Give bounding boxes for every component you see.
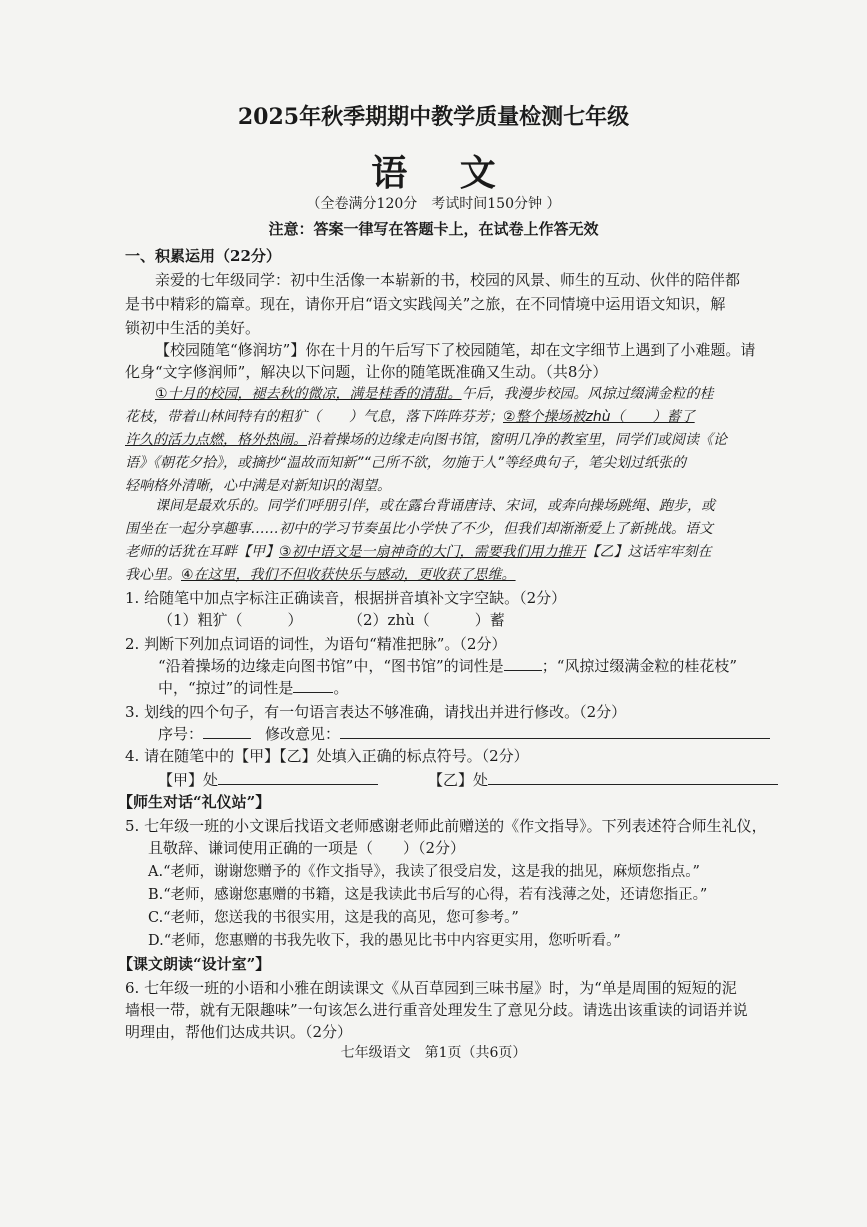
- essay-line: [125, 565, 516, 585]
- option-a: A.“老师，谢谢您赠予的《作文指导》，我读了很受启发，这是我的拙见，麻烦您指点。”: [148, 864, 700, 880]
- question-3-stem: 3. 划线的四个句子，有一句语言表达不够准确，请找出并进行修改。（2分）: [125, 703, 627, 721]
- answer-blank[interactable]: [504, 656, 542, 671]
- underlined-sentence-3: ③初中语文是一扇神奇的大门，需要我们用力推开: [279, 544, 586, 560]
- q2-text: 中，“掠过”的词性是: [158, 679, 294, 697]
- question-2-stem: 2. 判断下列加点词语的词性，为语句“精准把脉”。（2分）: [125, 635, 507, 653]
- exam-title: 2025年秋季期期中教学质量检测七年级: [237, 104, 630, 130]
- task-heading: 【师生对话“礼仪站”】: [118, 793, 271, 811]
- intro-line: 锁初中生活的美好。: [125, 319, 261, 337]
- q2-text: “沿着操场的边缘走向图书馆”中，“图书馆”的词性是: [158, 657, 504, 675]
- question-6-line: 墙根一带，就有无限趣味”一句该怎么进行重音处理发生了意见分歧。请选出该重读的词语并说: [125, 1001, 748, 1019]
- essay-line: 课间是最欢乐的。同学们呼朋引伴，或在露台背诵唐诗、宋词，或奔向操场跳绳、跑步，或: [155, 498, 715, 514]
- essay-line: [125, 430, 727, 450]
- essay-text: 花枝，带着山林间特有的粗犷（ ）气息，落下阵阵芬芳；: [125, 409, 503, 425]
- essay-line: [155, 384, 714, 404]
- q2-text: 。: [333, 679, 349, 697]
- essay-text: 【乙】这话牢牢刻在: [585, 544, 712, 560]
- question-6-line: 明理由，帮他们达成共识。（2分）: [125, 1023, 353, 1041]
- answer-blank[interactable]: [340, 724, 770, 739]
- q1-part-b: （2）zhù（ ）蓄: [348, 611, 505, 629]
- option-b: B.“老师，感谢您惠赠的书籍，这是我读此书后写的心得，若有浅薄之处，还请您指正。”: [148, 887, 708, 903]
- essay-text: 午后，我漫步校园。风掠过缀满金粒的桂: [461, 386, 714, 402]
- q2-line: [158, 656, 737, 676]
- q4-line: [158, 770, 778, 790]
- essay-text: 我心里。: [125, 567, 181, 583]
- option-d: D.“老师，您惠赠的书我先收下，我的愚见比书中内容更实用，您听听看。”: [148, 933, 621, 949]
- q1-part-a: （1）粗犷（ ）: [158, 611, 303, 629]
- task-intro-line: 【校园随笔“修润坊”】你在十月的午后写下了校园随笔，却在文字细节上遇到了小难题。请: [155, 341, 756, 359]
- q4-label: 【甲】处: [158, 771, 219, 789]
- essay-line: [125, 407, 695, 427]
- q4-label: 【乙】处: [428, 771, 489, 789]
- question-1-stem: 1. 给随笔中加点字标注正确读音，根据拼音填补文字空缺。（2分）: [125, 589, 567, 607]
- underlined-sentence-1: ①十月的校园，褪去秋的微凉，满是桂香的清甜。: [155, 386, 462, 402]
- underlined-sentence-4: ④在这里，我们不但收获快乐与感动，更收获了思维。: [181, 567, 516, 583]
- underlined-sentence-2: ②整个操场被zhù（ ）蓄了: [503, 409, 695, 425]
- essay-text: 沿着操场的边缘走向图书馆，窗明几净的教室里，同学们或阅读《论: [307, 432, 727, 448]
- essay-text: 老师的话犹在耳畔【甲】: [125, 544, 279, 560]
- subject-title: 语 文: [371, 152, 516, 194]
- task-heading: 【课文朗读“设计室”】: [118, 955, 271, 973]
- underlined-sentence-2-cont: 许久的活力点燃，格外热闹。: [125, 432, 307, 448]
- task-intro-line: 化身“文字修润师”，解决以下问题，让你的随笔既准确又生动。（共8分）: [125, 363, 608, 381]
- question-4-stem: 4. 请在随笔中的【甲】【乙】处填入正确的标点符号。（2分）: [125, 747, 529, 765]
- notice: 注意：答案一律写在答题卡上，在试卷上作答无效: [268, 220, 599, 238]
- answer-blank[interactable]: [218, 770, 378, 785]
- essay-line: 轻响格外清晰，心中满是对新知识的渴望。: [125, 478, 391, 494]
- section-heading: 一、积累运用（22分）: [125, 247, 281, 265]
- intro-line: 是书中精彩的篇章。现在，请你开启“语文实践闯关”之旅，在不同情境中运用语文知识，解: [125, 295, 726, 313]
- question-5-stem: 且敬辞、谦词使用正确的一项是（ ）（2分）: [148, 839, 466, 857]
- q3-label: 序号：: [158, 725, 204, 743]
- q2-line: [158, 678, 348, 698]
- q2-text: ；“风掠过缀满金粒的桂花枝”: [541, 657, 738, 675]
- essay-line: 语》《朝花夕拾》，或摘抄“温故而知新”“己所不欲，勿施于人”等经典句子，笔尖划过纸张的: [125, 455, 687, 471]
- q3-line: [158, 724, 770, 744]
- q3-label: 修改意见：: [265, 725, 341, 743]
- answer-blank[interactable]: [488, 770, 778, 785]
- essay-line: 围坐在一起分享趣事……初中的学习节奏虽比小学快了不少，但我们却渐渐爱上了新挑战。语文: [125, 521, 713, 537]
- answer-blank[interactable]: [203, 724, 251, 739]
- intro-line: 亲爱的七年级同学：初中生活像一本崭新的书，校园的风景、师生的互动、伙伴的陪伴都: [155, 271, 741, 289]
- option-c: C.“老师，您送我的书很实用，这是我的高见，您可参考。”: [148, 910, 519, 926]
- question-5-stem: 5. 七年级一班的小文课后找语文老师感谢老师此前赠送的《作文指导》。下列表述符合师生礼仪，: [125, 817, 767, 835]
- exam-info: （全卷满分120分 考试时间150分钟 ）: [306, 196, 561, 212]
- answer-blank[interactable]: [293, 678, 333, 693]
- question-6-line: 6. 七年级一班的小语和小雅在朗读课文《从百草园到三味书屋》时，为“单是周围的短短的泥: [125, 979, 737, 997]
- essay-line: [125, 542, 712, 562]
- page-footer: 七年级语文 第1页（共6页）: [340, 1045, 527, 1061]
